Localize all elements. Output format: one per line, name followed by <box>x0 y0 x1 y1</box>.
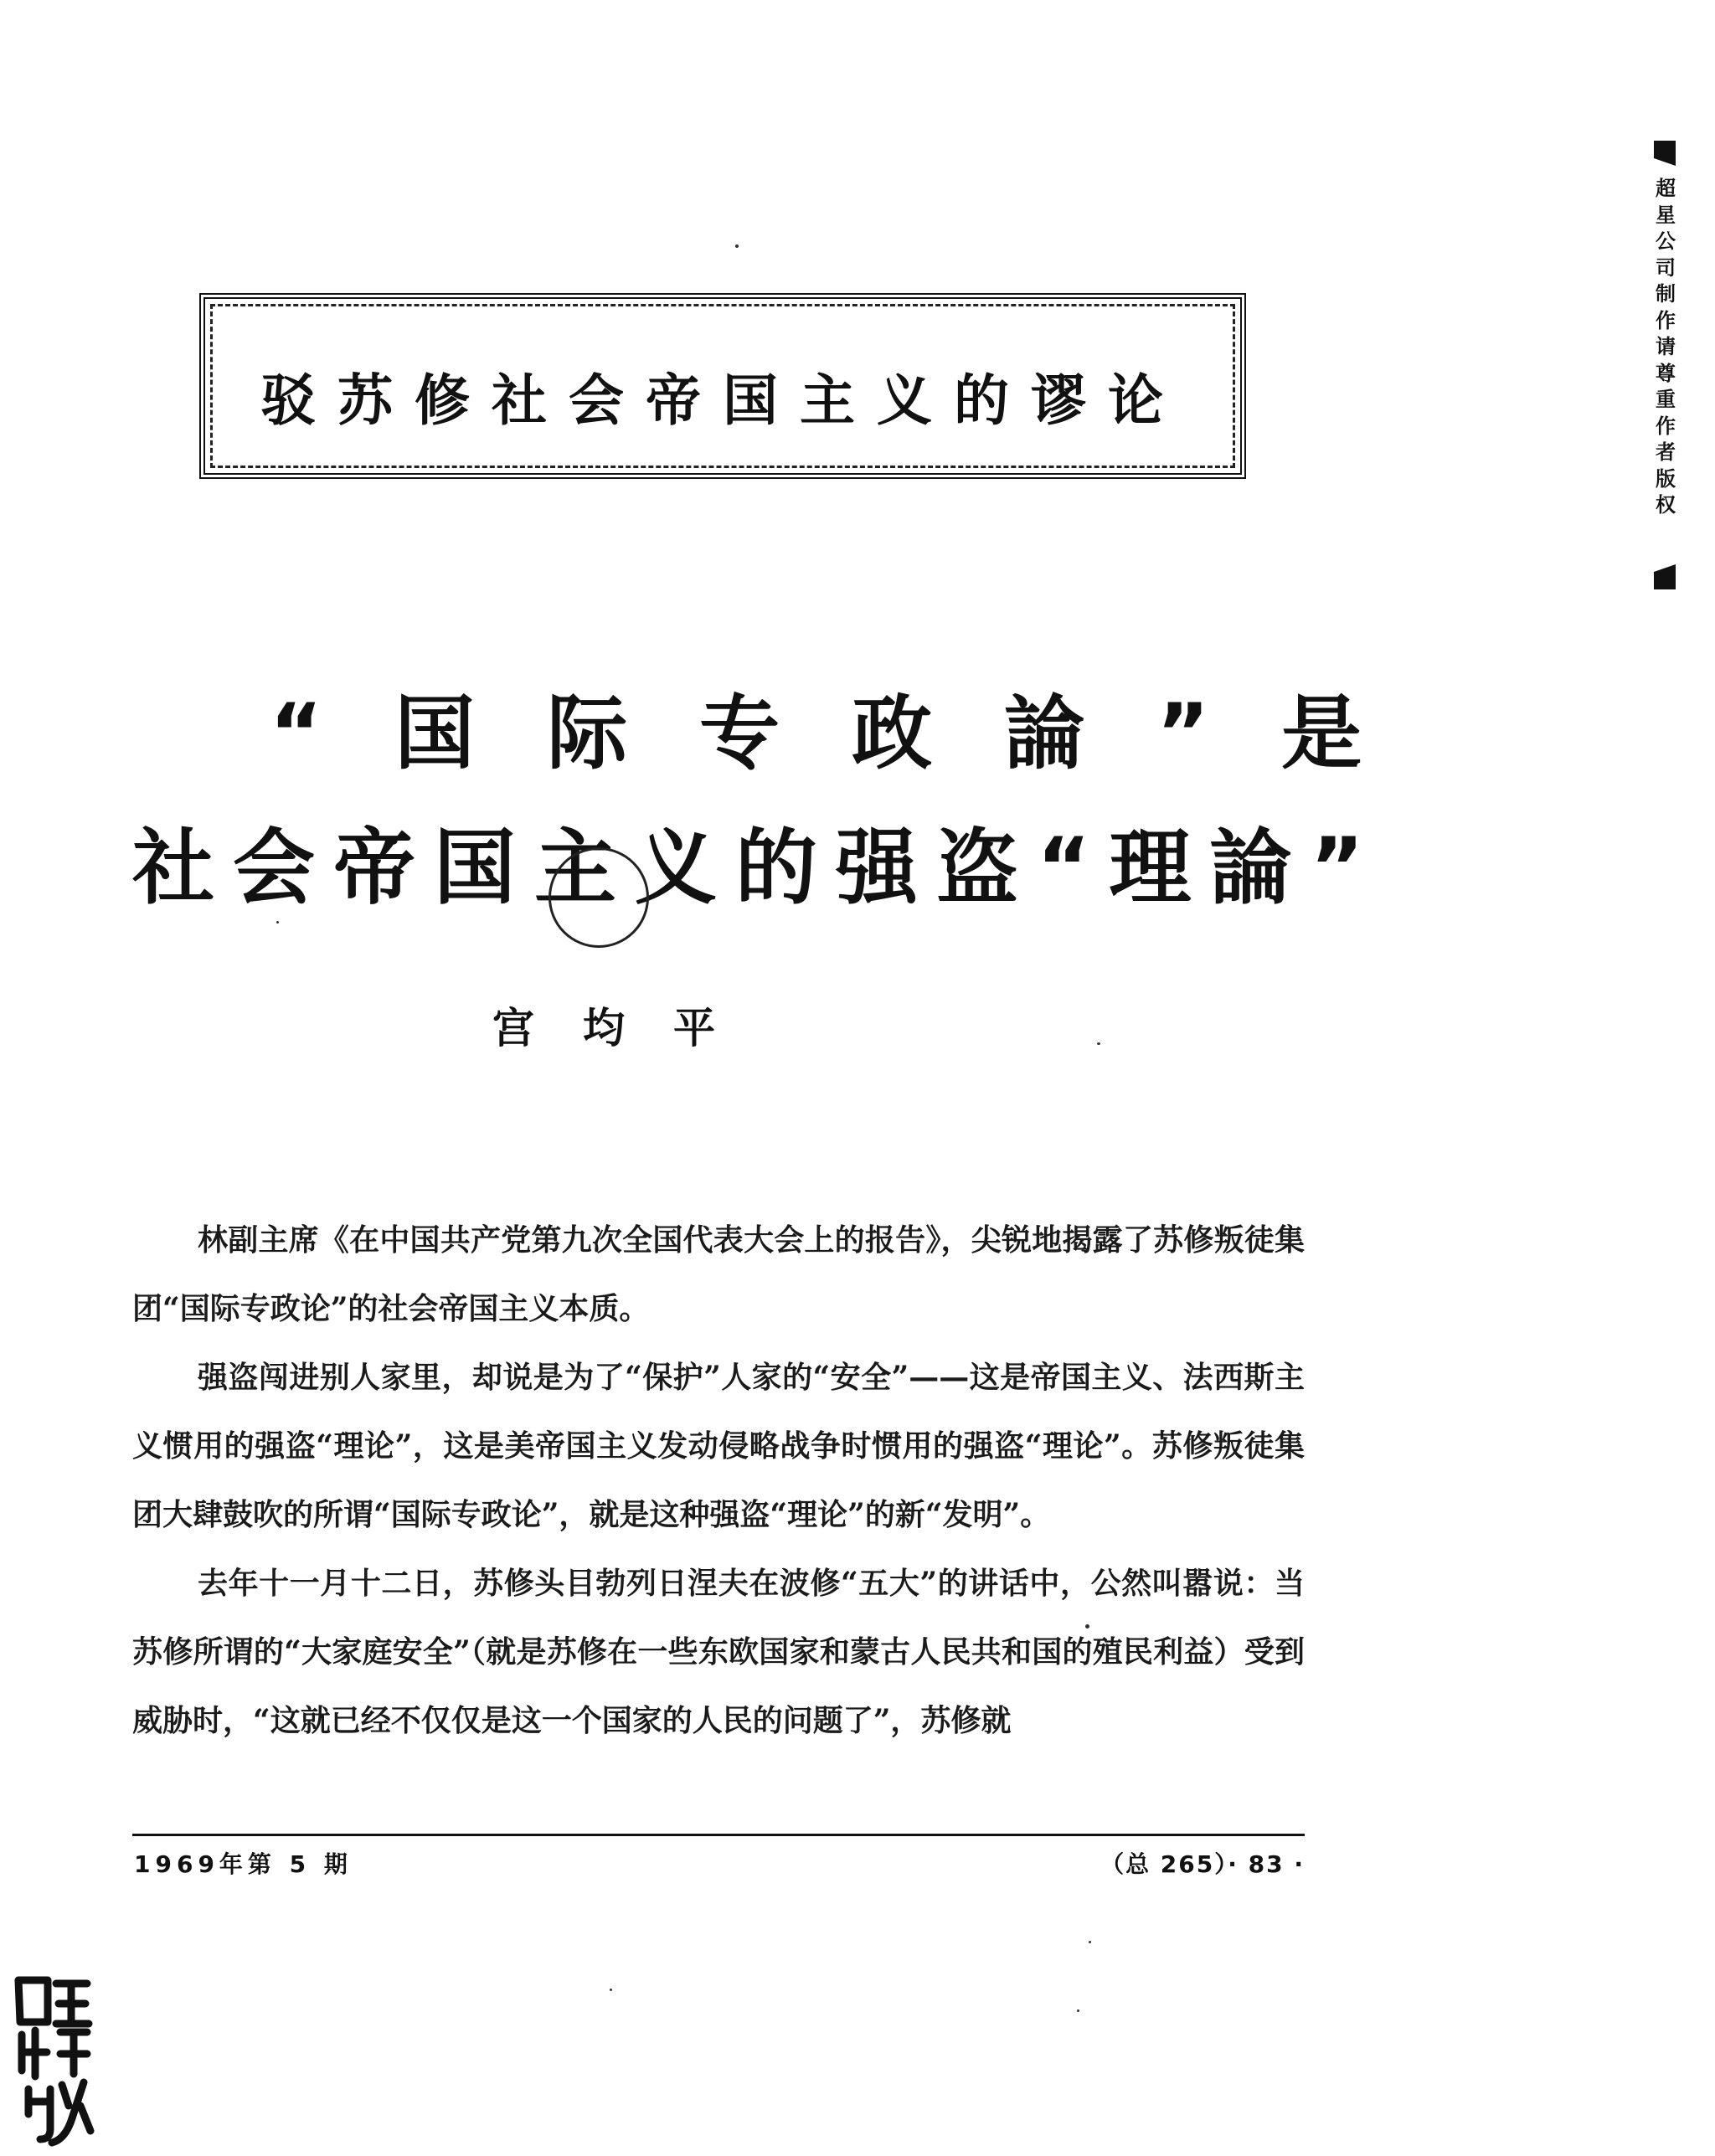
strip-bar-bottom <box>1654 564 1676 589</box>
copyright-strip-text: 超星公司制作请尊重作者版权 <box>1656 177 1676 517</box>
scan-speck <box>276 921 279 924</box>
footer-rule <box>132 1834 1305 1836</box>
scan-speck <box>1089 1941 1091 1943</box>
scan-speck <box>610 1989 612 1991</box>
body-paragraph-1: 林副主席《在中国共产党第九次全国代表大会上的报告》，尖锐地揭露了苏修叛徒集团“国际专政论”的社会帝国主义本质。 <box>132 1222 1305 1326</box>
scan-speck <box>1097 1042 1100 1045</box>
strip-bar-top <box>1654 141 1676 166</box>
headline-line-1: “国际专政論”是 <box>270 687 1434 780</box>
seal-graphic <box>10 1972 95 2148</box>
footer-page-number: （总 265）· 83 · <box>1100 1850 1305 1878</box>
footer-issue: 1969年第 5 期 <box>134 1850 353 1878</box>
scan-speck <box>735 244 739 248</box>
headline-line-2: 社会帝国主义的强盗“理論” <box>132 821 1383 916</box>
body-paragraph-2: 强盗闯进别人家里，却说是为了“保护”人家的“安全”——这是帝国主义、法西斯主义惯用的强盗“理论”，这是美帝国主义发动侵略战争时惯用的强盗“理论”。苏修叛徒集团大肆鼓吹的所谓“国际专政论”，就是这种强盗“理论”的新“发明”。 <box>132 1360 1305 1532</box>
ink-circle-mark <box>548 847 649 948</box>
column-header-box <box>199 293 1246 479</box>
column-header-title: 驳苏修社会帝国主义的谬论 <box>260 368 1185 433</box>
body-paragraph-3: 去年十一月十二日，苏修头目勃列日涅夫在波修“五大”的讲话中，公然叫嚣说：当苏修所谓的“大家庭安全”（就是苏修在一些东欧国家和蒙古人民共和国的殖民利益）受到威胁时，“这就已经不仅仅是这一个国家的人民的问题了”，苏修就 <box>132 1566 1305 1738</box>
author-name: 宫均平 <box>492 1003 764 1052</box>
seal-stamp <box>10 1972 95 2148</box>
scan-speck <box>1077 2009 1079 2012</box>
scan-speck <box>1085 1624 1089 1629</box>
article-body <box>132 1206 1305 1755</box>
copyright-strip <box>1654 141 1691 589</box>
